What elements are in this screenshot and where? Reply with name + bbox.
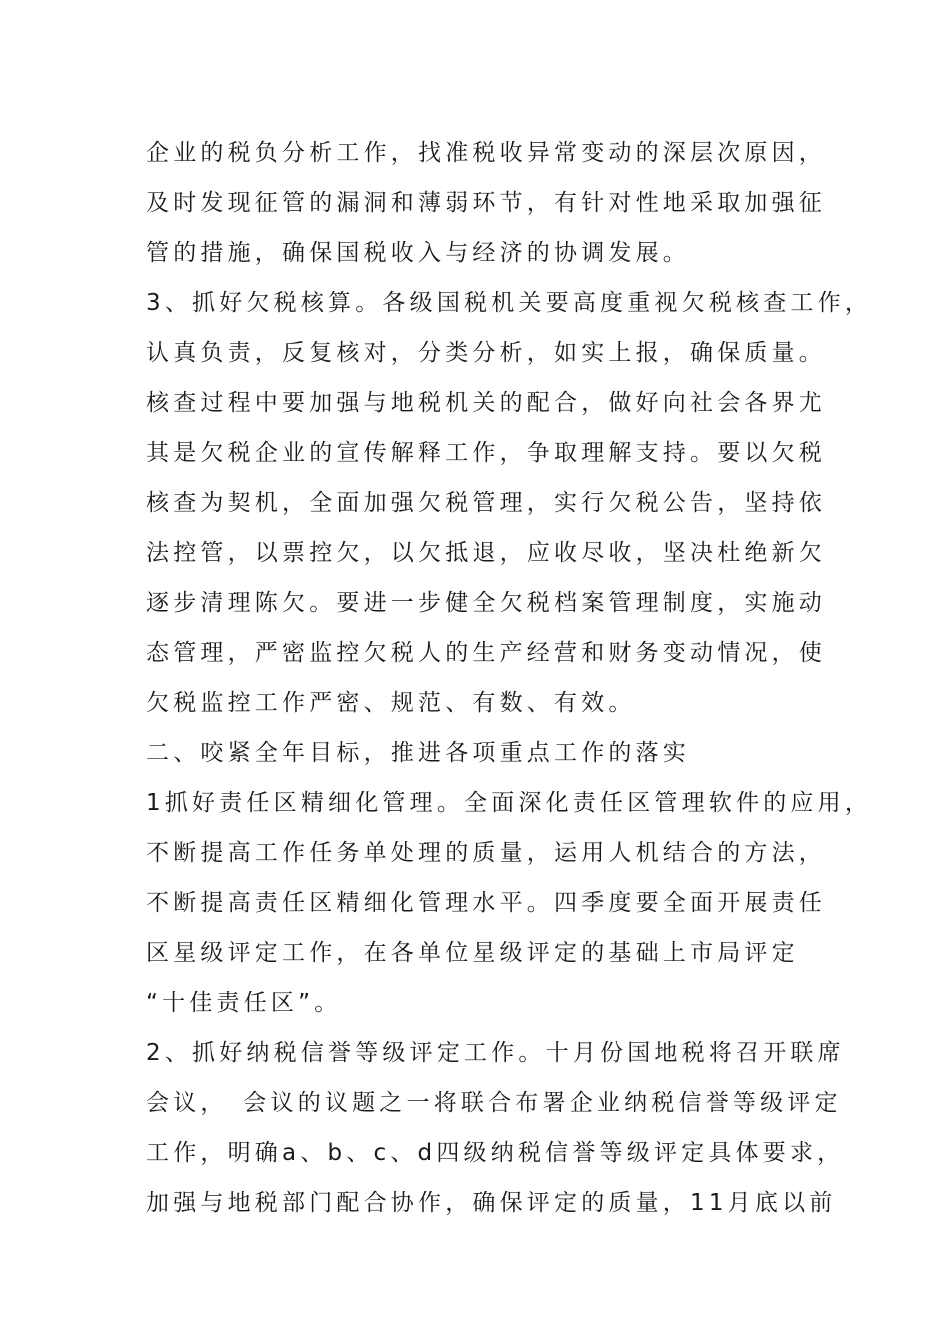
text-line: 法控管，以票控欠，以欠抵退，应收尽收，坚决杜绝新欠 [146, 540, 826, 566]
text-line: 欠税监控工作严密、规范、有数、有效。 [146, 690, 636, 716]
body-text [146, 128, 873, 1228]
text-line: 1抓好责任区精细化管理。全面深化责任区管理软件的应用， [146, 790, 873, 816]
text-line: 工作，明确a、b、c、d四级纳税信誉等级评定具体要求， [146, 1140, 845, 1166]
text-line: 管的措施，确保国税收入与经济的协调发展。 [146, 240, 690, 266]
text-line: 2、抓好纳税信誉等级评定工作。十月份国地税将召开联席 [146, 1040, 845, 1066]
text-line: 会议， 会议的议题之一将联合布署企业纳税信誉等级评定 [146, 1090, 842, 1116]
text-line: 不断提高责任区精细化管理水平。四季度要全面开展责任 [146, 890, 826, 916]
text-line: 企业的税负分析工作，找准税收异常变动的深层次原因， [146, 140, 826, 166]
text-line: 逐步清理陈欠。要进一步健全欠税档案管理制度，实施动 [146, 590, 826, 616]
text-line: 区星级评定工作，在各单位星级评定的基础上市局评定 [146, 940, 799, 966]
text-line: 及时发现征管的漏洞和薄弱环节，有针对性地采取加强征 [146, 190, 826, 216]
text-line: 核查为契机，全面加强欠税管理，实行欠税公告，坚持依 [146, 490, 826, 516]
text-line: “十佳责任区”。 [146, 990, 342, 1016]
text-line: 不断提高工作任务单处理的质量，运用人机结合的方法， [146, 840, 826, 866]
text-line: 加强与地税部门配合协作，确保评定的质量，11月底以前 [146, 1190, 837, 1216]
text-line: 3、抓好欠税核算。各级国税机关要高度重视欠税核查工作， [146, 290, 873, 316]
text-line: 其是欠税企业的宣传解释工作，争取理解支持。要以欠税 [146, 440, 826, 466]
text-line: 态管理，严密监控欠税人的生产经营和财务变动情况，使 [146, 640, 826, 666]
text-line: 认真负责，反复核对，分类分析，如实上报，确保质量。 [146, 340, 826, 366]
text-line: 核查过程中要加强与地税机关的配合，做好向社会各界尤 [146, 390, 826, 416]
section-heading: 二、咬紧全年目标，推进各项重点工作的落实 [146, 740, 690, 766]
